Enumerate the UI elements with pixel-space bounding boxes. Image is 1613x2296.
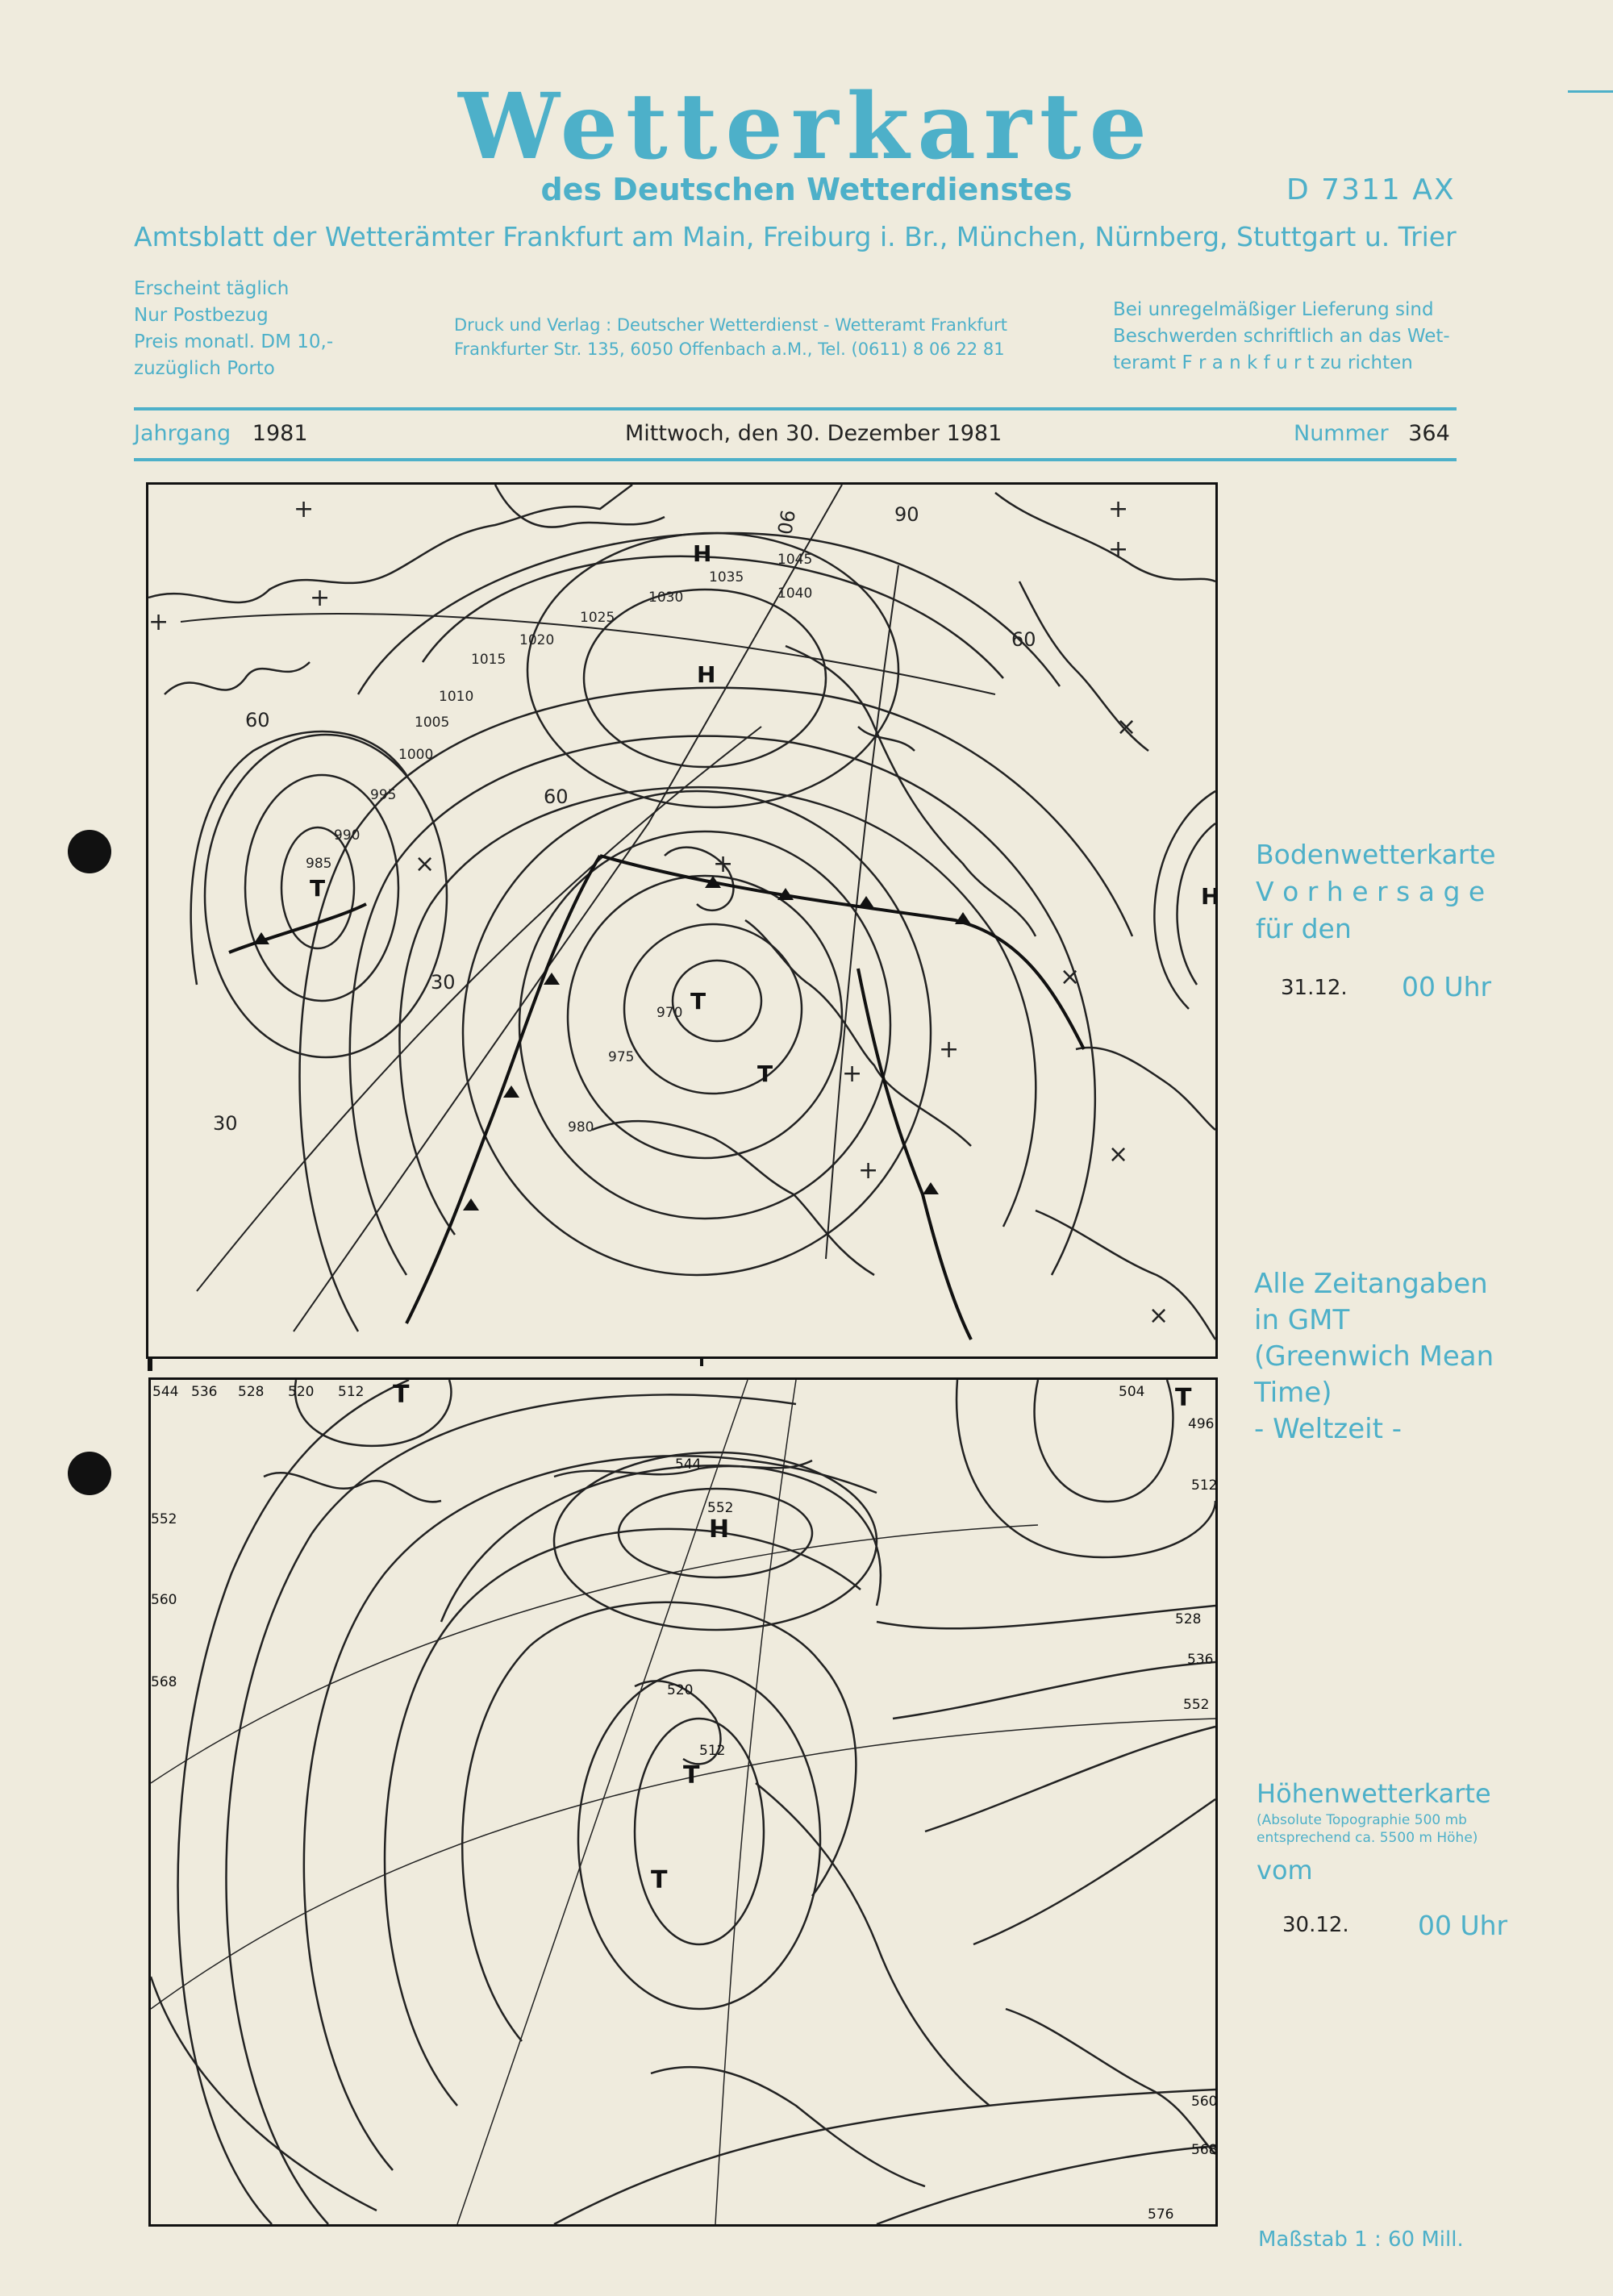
height-label: 552 <box>1183 1697 1210 1713</box>
isobar <box>191 731 406 985</box>
pressure-center: T <box>757 1060 773 1087</box>
isobar-label: 995 <box>370 787 397 803</box>
subscription-line: zuzüglich Porto <box>134 358 275 379</box>
pressure-center: H <box>697 661 716 688</box>
grid-marker: + <box>858 1156 879 1185</box>
grid-marker: × <box>1060 963 1081 991</box>
latitude-label: 90 <box>772 507 799 536</box>
coastline <box>148 485 632 602</box>
height-label: 544 <box>675 1456 702 1473</box>
issue-date: Mittwoch, den 30. Dezember 1981 <box>625 421 1002 446</box>
graticule <box>457 1380 748 2224</box>
subcaption-line: entsprechend ca. 5500 m Höhe) <box>1257 1830 1478 1846</box>
height-contour <box>178 1380 409 2224</box>
masthead-subtitle: des Deutschen Wetterdienstes <box>540 172 1073 207</box>
isobar-label: 1015 <box>471 652 506 668</box>
isobar-label: 970 <box>656 1005 683 1021</box>
punch-hole <box>68 1452 111 1495</box>
surface-map <box>146 482 1218 1359</box>
height-center: T <box>393 1381 410 1409</box>
latitude-label: 30 <box>213 1112 238 1135</box>
isobar <box>624 924 802 1094</box>
height-label: 568 <box>151 1674 177 1690</box>
height-contour <box>893 1662 1215 1719</box>
pressure-center: T <box>690 988 706 1015</box>
complaints-line: teramt F r a n k f u r t zu richten <box>1113 352 1413 373</box>
surface-map-date: 31.12. <box>1281 976 1348 1000</box>
nummer-label: Nummer <box>1294 421 1389 446</box>
punch-hole <box>68 830 111 873</box>
jahrgang-value: 1981 <box>252 421 308 446</box>
grid-marker: + <box>842 1060 863 1088</box>
height-contour <box>877 1606 1215 1628</box>
isobar-label: 1020 <box>519 632 555 648</box>
complaints-info <box>1113 297 1450 377</box>
height-contour <box>1035 1380 1173 1502</box>
cut-mark <box>700 1358 703 1366</box>
isobar <box>300 688 1133 1331</box>
coastline <box>592 1121 874 1275</box>
caption-line: Bodenwetterkarte <box>1256 839 1496 870</box>
height-center: T <box>1175 1384 1192 1412</box>
latitude-label: 60 <box>245 709 270 731</box>
caption-line: für den <box>1256 913 1352 944</box>
subscription-info <box>134 276 333 382</box>
upper-map-drawing <box>151 1380 1218 2224</box>
latitude-label: 30 <box>431 971 456 994</box>
height-label: 544 <box>152 1384 179 1400</box>
note-line: in GMT <box>1254 1304 1350 1336</box>
height-label: 496 <box>1188 1416 1215 1432</box>
coastline <box>1036 1211 1215 1340</box>
note-line: - Weltzeit - <box>1254 1413 1403 1445</box>
grid-marker: × <box>1148 1302 1169 1330</box>
isobar <box>673 960 761 1041</box>
grid-marker: + <box>713 850 734 878</box>
isobar-label: 1045 <box>777 552 813 568</box>
isobar <box>519 831 890 1219</box>
amtsblatt-line: Amtsblatt der Wetterämter Frankfurt am Main, Freiburg i. Br., München, Nürnberg, Stuttgart u. Trier <box>134 221 1457 252</box>
front-marker <box>858 896 874 908</box>
coastline <box>651 2067 925 2186</box>
isobar-label: 1000 <box>398 747 434 763</box>
height-label: 512 <box>338 1384 365 1400</box>
coastline <box>1076 1048 1215 1130</box>
height-contour <box>295 1380 452 1446</box>
subscription-line: Erscheint täglich <box>134 278 290 299</box>
height-label: 552 <box>151 1511 177 1527</box>
isobar-label: 1025 <box>580 610 615 626</box>
jahrgang-label: Jahrgang <box>134 421 231 446</box>
latitude-label: 90 <box>894 503 919 526</box>
coastline <box>165 662 310 694</box>
complaints-line: Bei unregelmäßiger Lieferung sind <box>1113 299 1434 320</box>
height-label: 528 <box>238 1384 265 1400</box>
height-label: 528 <box>1175 1611 1202 1627</box>
publisher-info <box>454 313 1007 361</box>
isobar-label: 990 <box>334 827 361 844</box>
grid-marker: + <box>294 495 315 523</box>
grid-marker: × <box>415 850 436 878</box>
height-label: 560 <box>151 1592 177 1608</box>
grid-marker: + <box>1108 495 1129 523</box>
pressure-center: T <box>310 875 326 902</box>
latitude-label: 60 <box>1011 628 1036 651</box>
front-marker <box>463 1198 479 1211</box>
complaints-line: Beschwerden schriftlich an das Wet- <box>1113 326 1450 347</box>
surface-map-caption <box>1256 836 1496 948</box>
note-line: Time) <box>1254 1377 1332 1409</box>
height-label: 552 <box>707 1500 734 1516</box>
grid-marker: + <box>939 1035 960 1064</box>
height-contour <box>385 1529 861 2106</box>
publisher-line: Frankfurter Str. 135, 6050 Offenbach a.M., Tel. (0611) 8 06 22 81 <box>454 340 1005 359</box>
isobar-label: 1010 <box>439 689 474 705</box>
isobar-label: 1035 <box>709 569 744 585</box>
graticule <box>151 1525 1038 1783</box>
height-contour <box>441 1465 881 1622</box>
height-label: 536 <box>1187 1652 1214 1668</box>
grid-marker: × <box>1108 1140 1129 1169</box>
coastline <box>264 1473 441 1502</box>
front <box>406 856 600 1323</box>
height-contour <box>554 2090 1218 2224</box>
jahrgang <box>134 421 308 446</box>
front <box>858 969 971 1340</box>
height-label: 504 <box>1119 1384 1145 1400</box>
subscription-line: Nur Postbezug <box>134 305 269 326</box>
cut-mark <box>148 1358 152 1371</box>
coastline <box>786 646 1036 936</box>
front-marker <box>503 1085 519 1098</box>
isobar-label: 1005 <box>415 715 450 731</box>
publication-code: D 7311 AX <box>1286 173 1456 206</box>
height-label: 512 <box>699 1743 726 1759</box>
publisher-line: Druck und Verlag : Deutscher Wetterdienst - Wetteramt Frankfurt <box>454 315 1007 335</box>
grid-marker: + <box>1108 535 1129 564</box>
grid-marker: × <box>1116 713 1137 741</box>
grid-marker: + <box>148 608 169 636</box>
height-label: 568 <box>1191 2142 1218 2158</box>
pressure-center: H <box>1201 883 1220 910</box>
front-marker <box>923 1182 939 1194</box>
surface-map-drawing <box>148 485 1220 1356</box>
upper-map-subcaption <box>1257 1811 1478 1847</box>
height-center: H <box>709 1515 730 1544</box>
isobar-label: 980 <box>568 1119 594 1135</box>
grid-marker: + <box>310 584 331 612</box>
surface-map-time: 00 Uhr <box>1402 971 1492 1002</box>
height-contour <box>973 1799 1215 1944</box>
rule-top <box>134 407 1457 410</box>
height-label: 520 <box>667 1682 694 1698</box>
note-line: Alle Zeitangaben <box>1254 1268 1488 1300</box>
upper-map-date: 30.12. <box>1282 1913 1349 1937</box>
nummer <box>1294 421 1450 446</box>
graticule <box>294 485 842 1331</box>
masthead-title: Wetterkarte <box>458 74 1155 180</box>
isobar-label: 1040 <box>777 585 813 602</box>
isobar-label: 975 <box>608 1049 635 1065</box>
isobar-label: 985 <box>306 856 332 872</box>
subcaption-line: (Absolute Topographie 500 mb <box>1257 1812 1467 1828</box>
caption-line: V o r h e r s a g e <box>1256 876 1486 907</box>
height-contour <box>578 1670 820 2009</box>
height-center: T <box>651 1866 668 1894</box>
height-label: 520 <box>288 1384 315 1400</box>
note-line: (Greenwich Mean <box>1254 1340 1494 1373</box>
front-marker <box>955 912 971 924</box>
pressure-center: H <box>693 540 712 567</box>
coastline <box>756 1783 990 2106</box>
height-center: T <box>683 1761 700 1790</box>
subscription-line: Preis monatl. DM 10,- <box>134 331 334 352</box>
rule-bottom <box>134 458 1457 461</box>
coastline <box>995 493 1215 581</box>
time-note <box>1254 1266 1494 1448</box>
latitude-label: 60 <box>544 785 569 808</box>
upper-map-time: 00 Uhr <box>1418 1910 1508 1941</box>
upper-map-vom: vom <box>1257 1855 1313 1886</box>
nummer-value: 364 <box>1408 421 1450 446</box>
upper-map <box>148 1377 1218 2227</box>
height-label: 536 <box>191 1384 218 1400</box>
coastline <box>1006 2009 1218 2154</box>
map-scale: Maßstab 1 : 60 Mill. <box>1258 2227 1464 2252</box>
height-label: 512 <box>1191 1477 1218 1494</box>
height-label: 560 <box>1191 2094 1218 2110</box>
height-label: 576 <box>1148 2206 1174 2223</box>
upper-map-caption: Höhenwetterkarte <box>1257 1778 1491 1809</box>
isobar-label: 1030 <box>648 590 684 606</box>
height-contour <box>925 1727 1215 1831</box>
coastline <box>745 920 971 1146</box>
height-contour <box>151 1977 377 2211</box>
